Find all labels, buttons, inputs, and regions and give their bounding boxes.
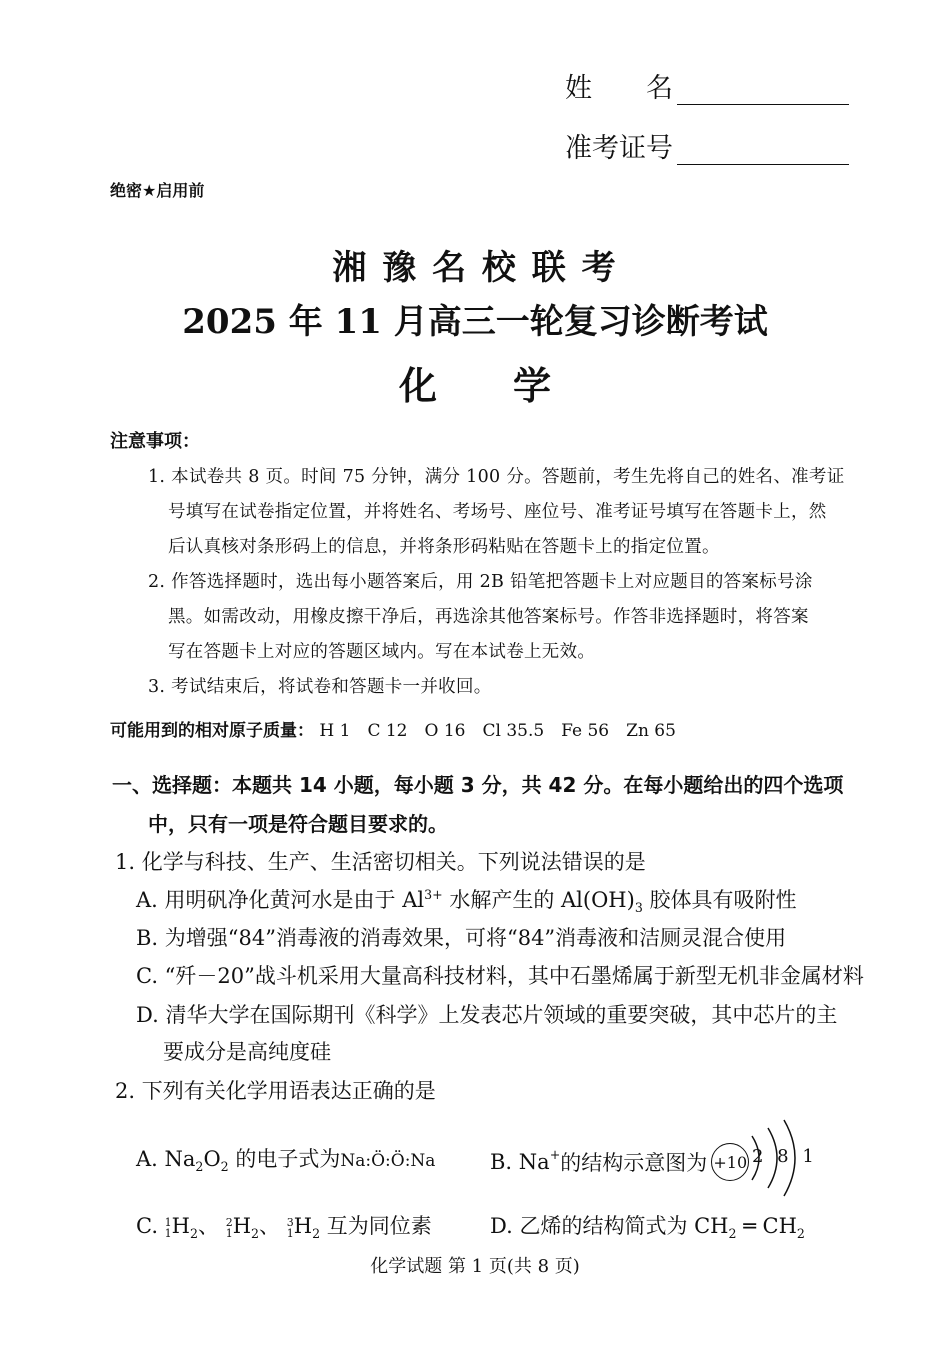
notice-line: 2. 作答选择题时，选出每小题答案后，用 2B 铅笔把答题卡上对应题目的答案标号涂 (148, 572, 813, 592)
exam-id-field-row (565, 126, 849, 165)
q2-option-b: B. Na + 的结构示意图为 +10 (490, 1143, 749, 1181)
q1-stem: 1. 化学与科技、生产、生活密切相关。下列说法错误的是 (115, 850, 646, 874)
q2-stem: 2. 下列有关化学用语表达正确的是 (115, 1079, 436, 1103)
q2-option-c: C. 1 1 $H_2$、 2 1 $H_2$、 3 1 $H_2$ 互为同位素 (136, 1214, 432, 1242)
notice-line: 后认真核对条形码上的信息，并将条形码粘贴在答题卡上的指定位置。 (168, 537, 720, 557)
secret-mark: 绝密★启用前 (110, 181, 205, 200)
page-footer: 化学试题 第 1 页(共 8 页) (370, 1256, 580, 1277)
exam-id-label: 准考证号 (565, 133, 673, 164)
section-heading: 一、选择题：本题共 14 小题，每小题 3 分，共 42 分。在每小题给出的四个选项 (112, 773, 844, 797)
notice-line: 号填写在试卷指定位置，并将姓名、考场号、座位号、准考证号填写在答题卡上，然 (168, 502, 827, 522)
q1-option-b: B. 为增强“84”消毒液的消毒效果，可将“84”消毒液和洁厕灵混合使用 (136, 926, 787, 950)
notice-line: 黑。如需改动，用橡皮擦干净后，再选涂其他答案标号。作答非选择题时，将答案 (168, 607, 809, 627)
name-field-row (565, 66, 849, 105)
atomic-masses-values: H 1 C 12 O 16 Cl 35.5 Fe 56 Zn 65 (319, 721, 676, 741)
q1-option-d: D. 清华大学在国际期刊《科学》上发表芯片领域的重要突破，其中芯片的主 (136, 1003, 838, 1027)
exam-id-blank-line (677, 134, 849, 165)
notice-line: 3. 考试结束后，将试卷和答题卡一并收回。 (148, 677, 492, 697)
atomic-masses (110, 716, 676, 741)
q2-option-a: A. $Na_2O_2$ 的电子式为Na:Ö:Ö:Na (136, 1147, 436, 1175)
notice-line: 1. 本试卷共 8 页。时间 75 分钟，满分 100 分。答题前，考生先将自己的姓名、准考证 (148, 467, 845, 487)
name-label: 姓 名 (565, 73, 673, 104)
name-blank-line (677, 74, 849, 105)
nucleus-circle: +10 (711, 1143, 749, 1181)
q2-option-d: D. 乙烯的结构简式为 $CH_2$ ═ $CH_2$ (490, 1214, 805, 1242)
exam-org-title: 湘 豫 名 校 联 考 (332, 248, 618, 288)
electron-shell-counts: 2 8 1 (752, 1146, 818, 1167)
q1-option-a: A. 用明矾净化黄河水是由于 $Al^{3+}$ 水解产生的 $Al(OH)_3$ 胶体具有吸附性 (136, 887, 797, 916)
electron-formula: Na:Ö:Ö:Na (340, 1151, 436, 1171)
q1-option-d-cont: 要成分是高纯度硅 (163, 1040, 331, 1064)
section-heading-cont: 中，只有一项是符合题目要求的。 (148, 812, 448, 836)
q1-option-c: C. “歼－20”战斗机采用大量高科技材料，其中石墨烯属于新型无机非金属材料 (136, 964, 864, 988)
subject-title: 化 学 (398, 364, 551, 408)
notice-line: 写在答题卡上对应的答题区域内。写在本试卷上无效。 (168, 642, 596, 662)
atomic-masses-label: 可能用到的相对原子质量： (110, 721, 314, 741)
exam-name-title: 2025 年 11 月高三一轮复习诊断考试 (182, 302, 768, 342)
notice-heading: 注意事项： (110, 431, 200, 452)
